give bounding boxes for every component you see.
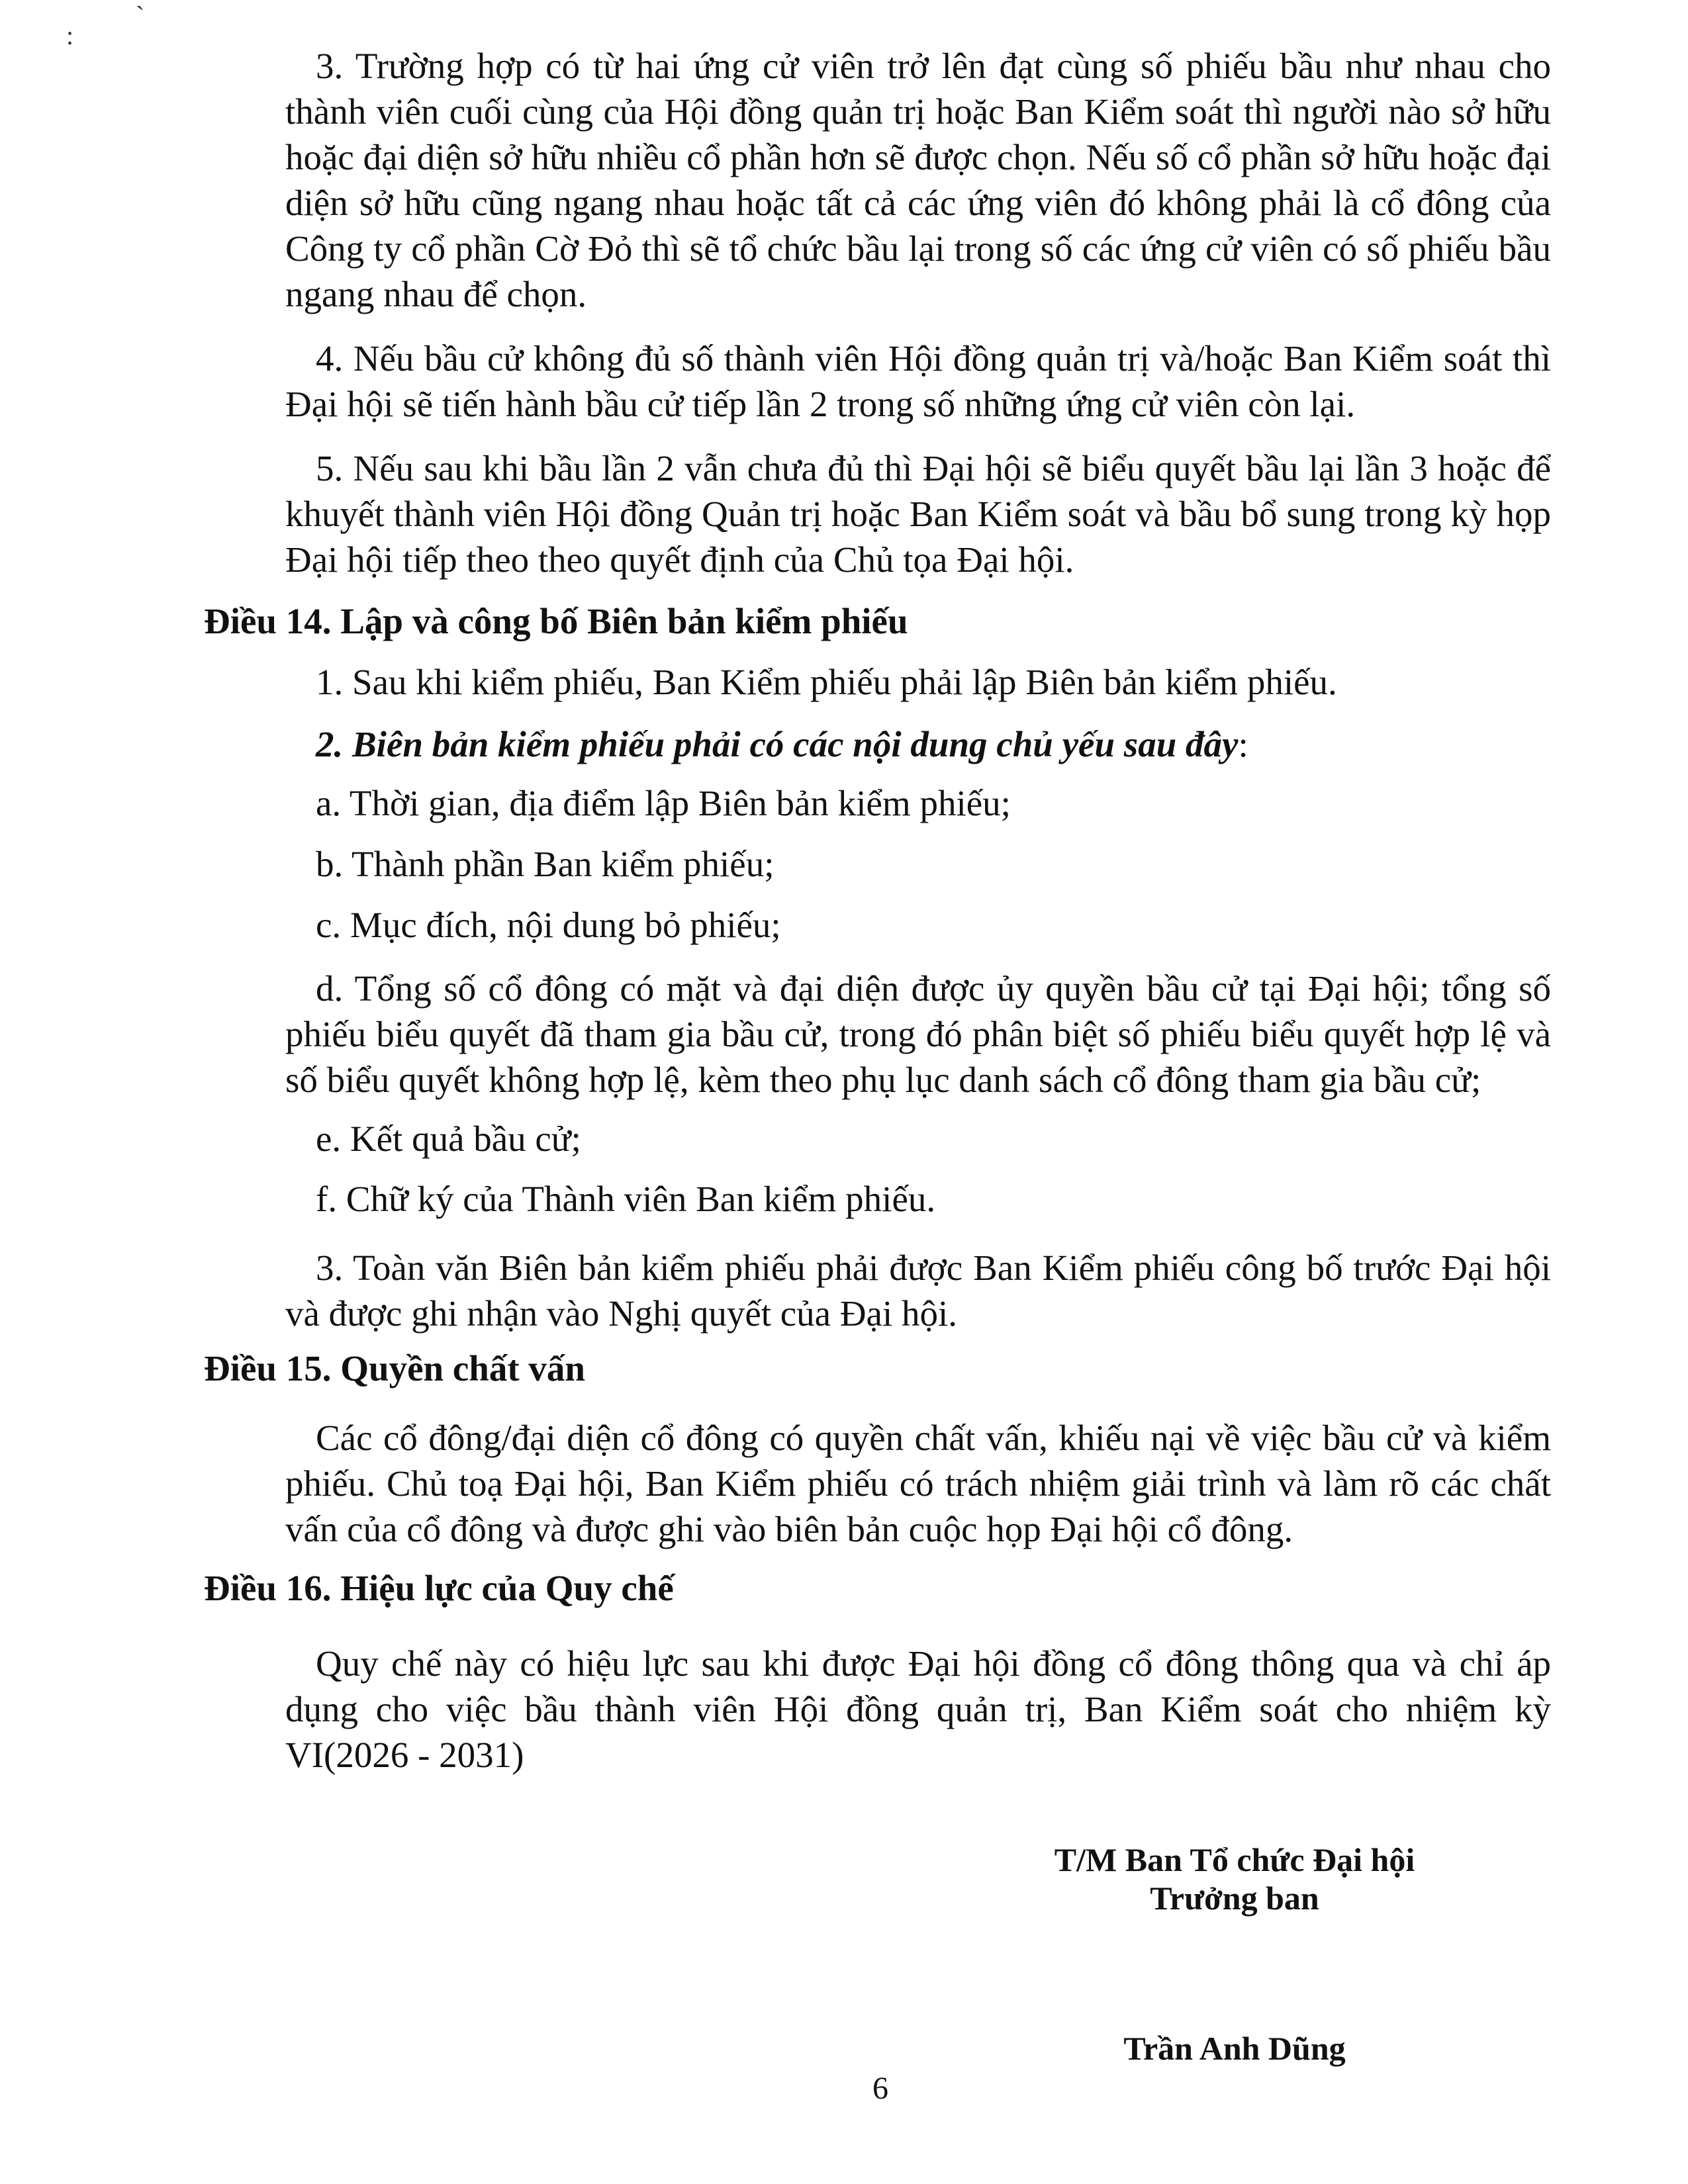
article14-item-e: e. Kết quả bầu cử; — [316, 1118, 581, 1159]
article13-item5: 5. Nếu sau khi bầu lần 2 vẫn chưa đủ thì Đại hội sẽ biểu quyết bầu lại lần 3 hoặc để khuyết thành viên Hội đồng Quản trị hoặc Ban Kiểm soát và bầu bổ sung trong kỳ họp Đại hội tiếp theo theo quyết định của Chủ tọa Đại hội. — [285, 448, 1551, 580]
signature-title: T/M Ban Tổ chức Đại hội — [1054, 1841, 1415, 1878]
article14-item-c: c. Mục đích, nội dung bỏ phiếu; — [316, 905, 781, 945]
article14-item-f: f. Chữ ký của Thành viên Ban kiểm phiếu. — [316, 1179, 936, 1219]
article13-item3: 3. Trường hợp có từ hai ứng cử viên trở lên đạt cùng số phiếu bầu như nhau cho thành viên cuối cùng của Hội đồng quản trị hoặc Ban Kiểm soát thì người nào sở hữu hoặc đại diện sở hữu nhiều cổ phần hơn sẽ được chọn. Nếu số cổ phần sở hữu hoặc đại diện sở hữu cũng ngang nhau hoặc tất cả các ứng viên đó không phải là cổ đông của Công ty cổ phần Cờ Đỏ thì sẽ tổ chức bầu lại trong số các ứng cử viên có số phiếu bầu ngang nhau để chọn. — [285, 46, 1551, 314]
article15-heading: Điều 15. Quyền chất vấn — [204, 1348, 586, 1388]
article16-heading: Điều 16. Hiệu lực của Quy chế — [204, 1568, 674, 1608]
article16-body: Quy chế này có hiệu lực sau khi được Đại hội đồng cổ đông thông qua và chỉ áp dụng cho việc bầu thành viên Hội đồng quản trị, Ban Kiểm soát cho nhiệm kỳ VI(2026 - 2031) — [285, 1643, 1551, 1775]
signature-name: Trần Anh Dũng — [1123, 2030, 1346, 2067]
signature-role: Trưởng ban — [1150, 1880, 1319, 1917]
article14-item2-text: 2. Biên bản kiểm phiếu phải có các nội dung chủ yếu sau đây — [316, 724, 1239, 764]
article13-item4: 4. Nếu bầu cử không đủ số thành viên Hội đồng quản trị và/hoặc Ban Kiểm soát thì Đại hội sẽ tiến hành bầu cử tiếp lần 2 trong số những ứng cử viên còn lại. — [285, 338, 1551, 424]
margin-mark: ` — [136, 1, 145, 30]
article14-item-d: d. Tổng số cổ đông có mặt và đại diện được ủy quyền bầu cử tại Đại hội; tổng số phiếu biểu quyết đã tham gia bầu cử, trong đó phân biệt số phiếu biểu quyết hợp lệ và số biểu quyết không hợp lệ, kèm theo phụ lục danh sách cổ đông tham gia bầu cử; — [285, 968, 1551, 1100]
article14-item2 — [285, 721, 1551, 767]
margin-mark: : — [66, 21, 74, 50]
page-number: 6 — [872, 2071, 888, 2106]
article14-item1: 1. Sau khi kiểm phiếu, Ban Kiểm phiếu phải lập Biên bản kiểm phiếu. — [316, 662, 1337, 702]
article14-heading: Điều 14. Lập và công bố Biên bản kiểm phiếu — [204, 601, 908, 641]
article15-body: Các cổ đông/đại diện cổ đông có quyền chất vấn, khiếu nại về việc bầu cử và kiểm phiếu. Chủ toạ Đại hội, Ban Kiểm phiếu có trách nhiệm giải trình và làm rõ các chất vấn của cổ đông và được ghi vào biên bản cuộc họp Đại hội cổ đông. — [285, 1418, 1551, 1549]
article14-item2-colon: : — [1238, 724, 1248, 764]
article14-item3: 3. Toàn văn Biên bản kiểm phiếu phải được Ban Kiểm phiếu công bố trước Đại hội và được ghi nhận vào Nghị quyết của Đại hội. — [285, 1248, 1551, 1334]
article14-item-b: b. Thành phần Ban kiểm phiếu; — [316, 844, 774, 884]
article14-item-a: a. Thời gian, địa điểm lập Biên bản kiểm phiếu; — [316, 783, 1011, 823]
